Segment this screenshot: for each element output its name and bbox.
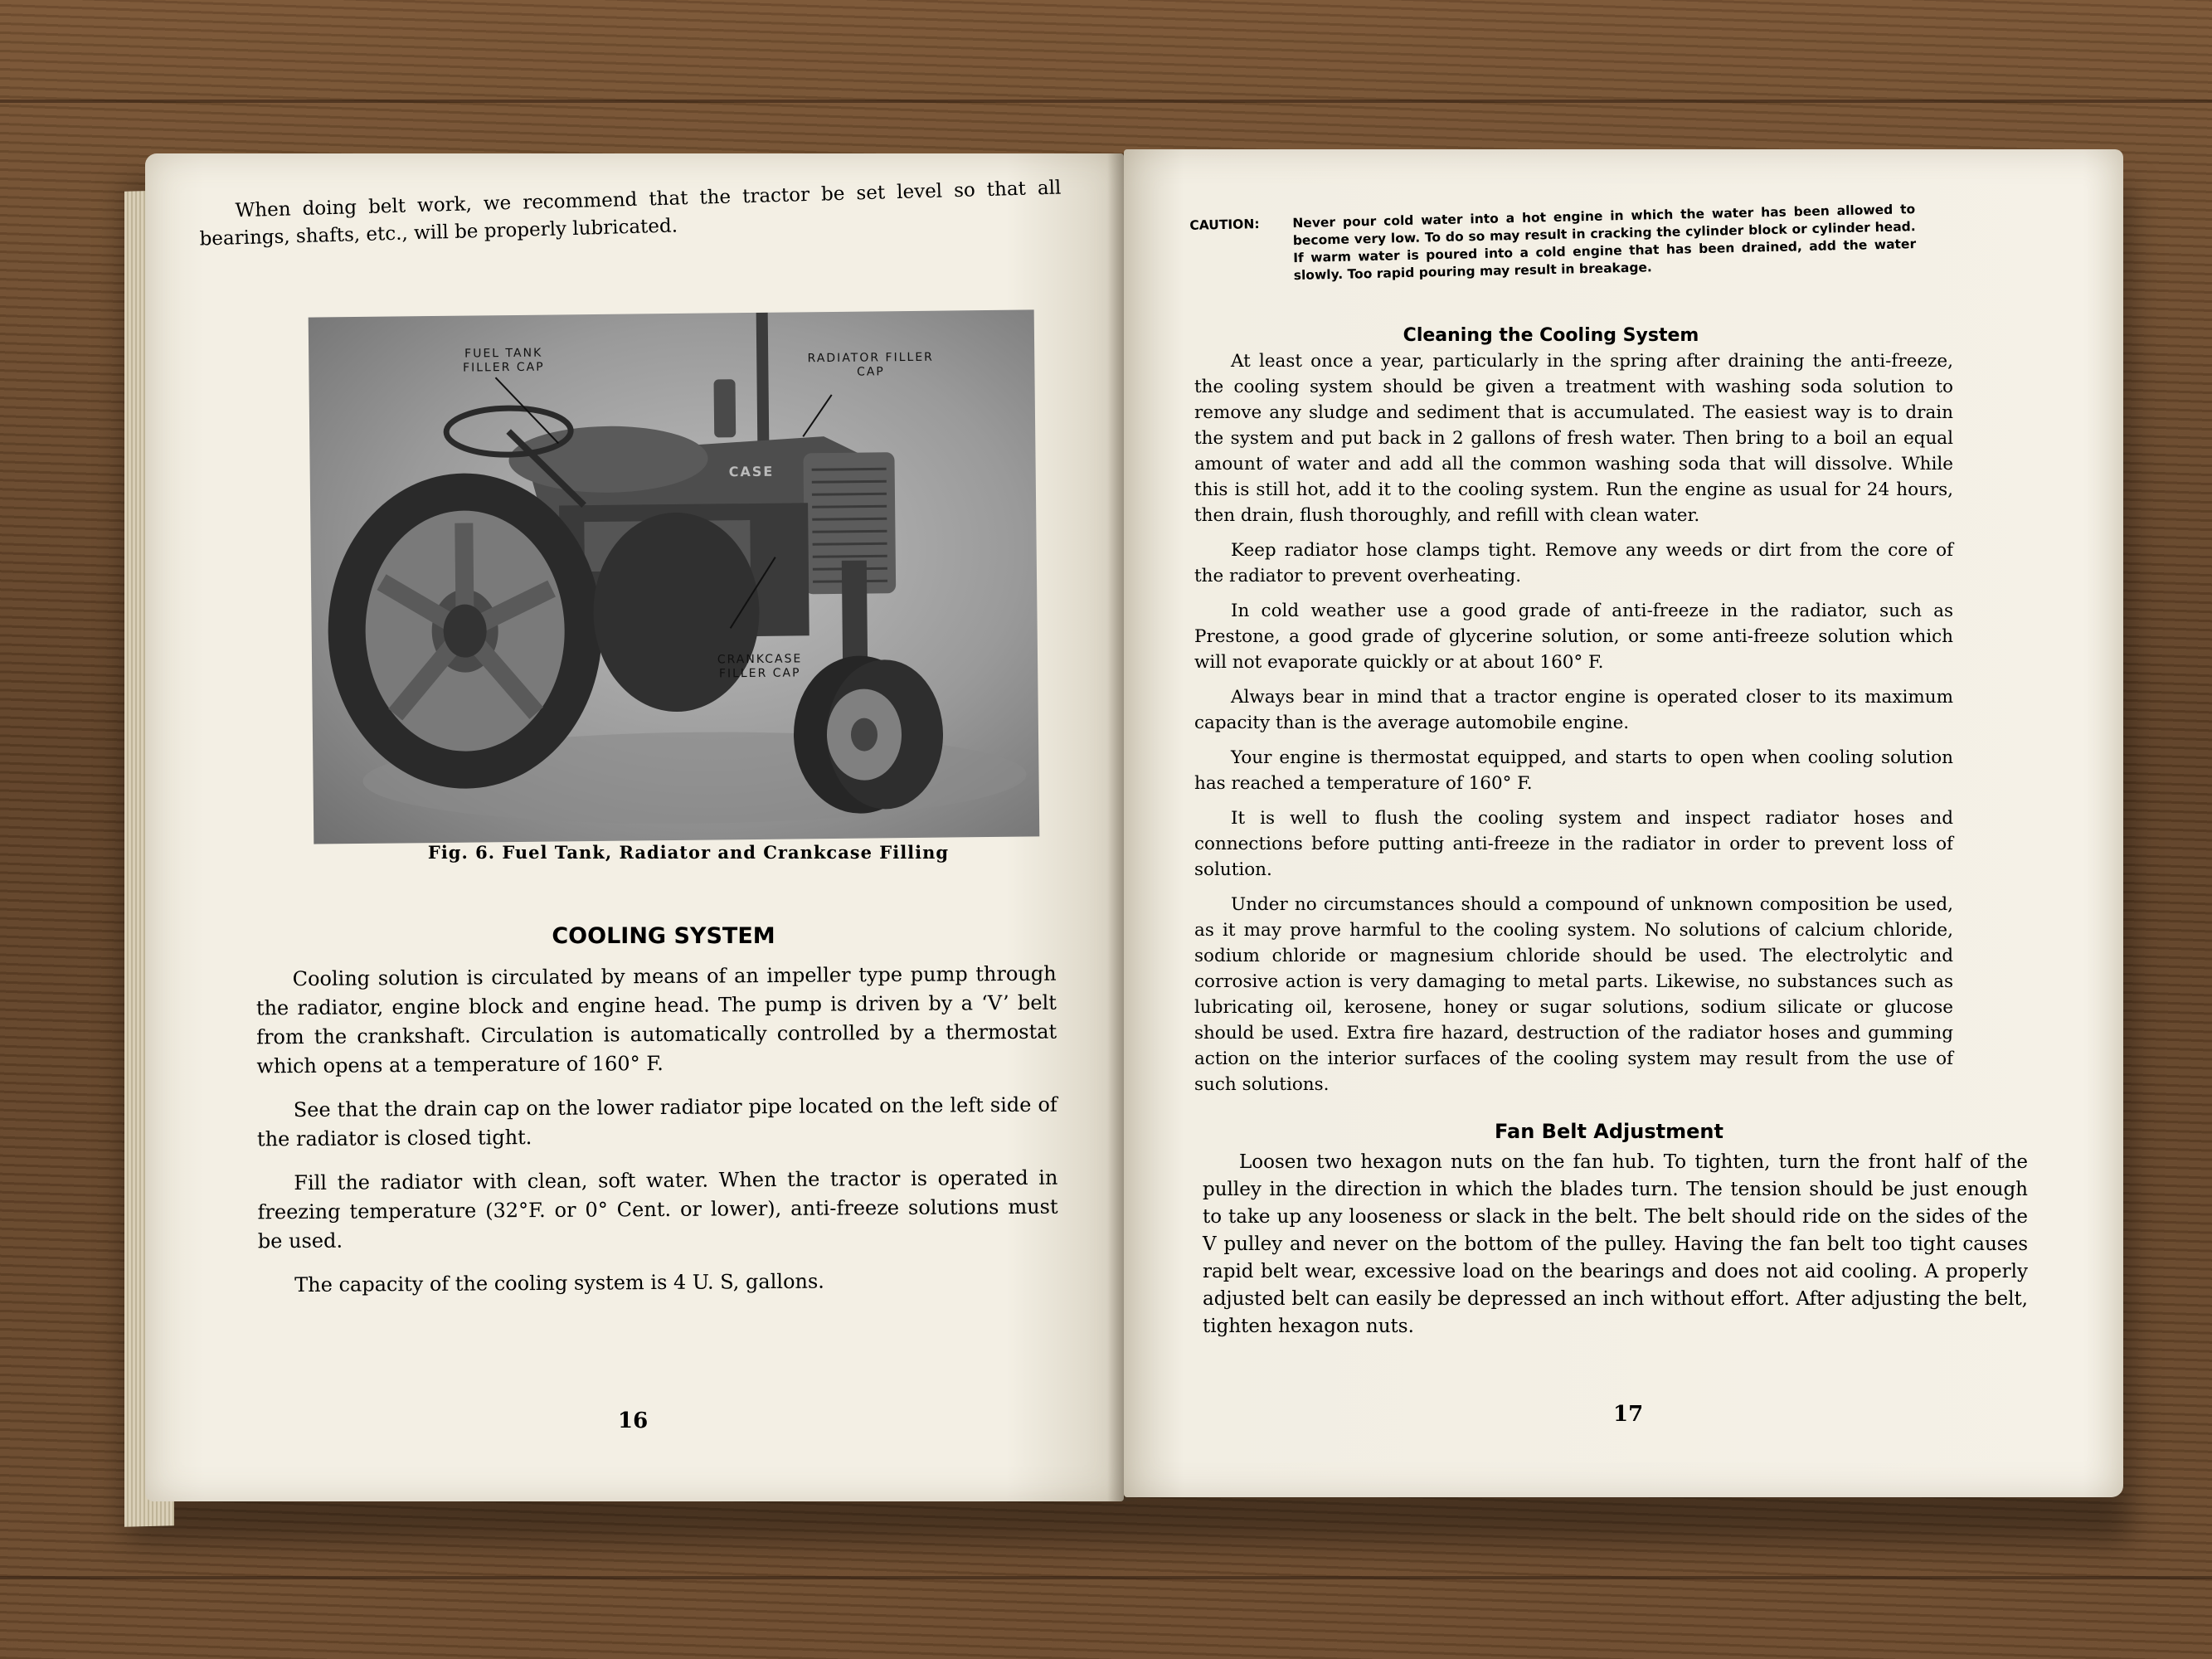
cleaning-body: [1194, 348, 1953, 1107]
cooling-paragraph: The capacity of the cooling system is 4 U. S, gallons.: [294, 1269, 824, 1297]
fan-belt-paragraph: Loosen two hexagon nuts on the fan hub. To tighten, turn the front half of the pulley in the direction in which the blades turn. The tension should be just enough to take up any looseness or slack in the belt. The belt should ride on the sides of the V pulley and never on the bottom of the pulley. Having the fan belt too tight causes rapid belt wear, excessive load on the bearings and does not aid cooling. A properly adjusted belt can easily be depressed an inch without effort. After adjusting the belt, tighten hexagon nuts.: [1203, 1151, 2028, 1337]
callout-fuel-tank: FUEL TANK FILLER CAP: [462, 346, 545, 375]
tractor-illustration: [309, 309, 1040, 844]
figure-caption: Fig. 6. Fuel Tank, Radiator and Crankcase Filling: [427, 842, 950, 863]
cleaning-heading: Cleaning the Cooling System: [1403, 325, 1699, 346]
cooling-system-heading: COOLING SYSTEM: [552, 923, 775, 949]
cleaning-paragraph: Under no circumstances should a compound of unknown composition be used, as it may prove harmful to the cooling system. No solutions of calcium chloride, sodium chloride or magnesium chloride should be used. The electrolytic and corrosive action is very damaging to metal parts. Likewise, no substances such as lubricating oil, kerosene, honey or sugar solutions, sodium silicate or glucose should be used. Extra fire hazard, destruction of the radiator hoses and gumming action on the interior surfaces of the cooling system may result from the use of such solutions.: [1194, 894, 1953, 1095]
cleaning-paragraph: At least once a year, particularly in the spring after draining the anti-freeze, the cooling system should be given a treatment with washing soda solution to remove any sludge and sediment that is accumulated. The easiest way is to drain the system and put back in 2 gallons of fresh water. Then bring to a boil an equal amount of water and add all the common washing soda that will dissolve. While this is still hot, add it to the cooling system. Run the engine as usual for 24 hours, then drain, flush thoroughly, and refill with clean water.: [1194, 351, 1953, 526]
cooling-paragraph: See that the drain cap on the lower radiator pipe located on the left side of the radiator is closed tight.: [256, 1092, 1057, 1151]
callout-radiator: RADIATOR FILLER CAP: [807, 350, 934, 379]
page-number-right: 17: [1613, 1402, 1644, 1427]
intro-paragraph: When doing belt work, we recommend that the tractor be set level so that all bearings, shafts, etc., will be properly lubricated.: [199, 177, 1062, 251]
caution-label: CAUTION:: [1189, 216, 1260, 233]
cooling-paragraph: Cooling solution is circulated by means of an impeller type pump through the radiator, engine block and engine head. The pump is driven by a ‘V’ belt from the crankshaft. Circulation is automatically controlled by a thermostat which opens at a temperature of 160° F.: [255, 961, 1057, 1078]
fan-belt-heading: Fan Belt Adjustment: [1495, 1120, 1723, 1143]
cleaning-paragraph: Always bear in mind that a tractor engine is operated closer to its maximum capacity than is the average automobile engine.: [1194, 687, 1953, 733]
page-number-left: 16: [618, 1408, 649, 1433]
cleaning-paragraph: Keep radiator hose clamps tight. Remove any weeds or dirt from the core of the radiator to prevent overheating.: [1194, 540, 1953, 586]
wood-grain-line: [0, 1576, 2212, 1579]
cleaning-paragraph: In cold weather use a good grade of anti-freeze in the radiator, such as Prestone, a good grade of glycerine solution, or some anti-freeze solution which will not evaporate quickly or at about 160° F.: [1194, 601, 1953, 673]
cooling-system-body: [256, 960, 1059, 1316]
tractor-photo: [309, 309, 1040, 844]
cooling-paragraph: Fill the radiator with clean, soft water. When the tractor is operated in freezing temperature (32°F. or 0° Cent. or lower), anti-freeze solutions must be used.: [257, 1165, 1058, 1253]
case-logo: CASE: [728, 463, 775, 480]
cleaning-paragraph: Your engine is thermostat equipped, and starts to open when cooling solution has reached a temperature of 160° F.: [1194, 747, 1953, 794]
caution-text: Never pour cold water into a hot engine in which the water has been allowed to become very low. To do so may result in cracking the cylinder block or cylinder head. If warm water is poured into a cold engine that has been drained, add the water slowly. Too rapid pouring may result in breakage.: [1292, 202, 1917, 284]
cleaning-paragraph: It is well to flush the cooling system and inspect radiator hoses and connections before putting anti-freeze in the radiator in order to prevent loss of solution.: [1194, 808, 1953, 880]
wood-grain-line: [0, 100, 2212, 103]
fan-belt-body: [1203, 1149, 2028, 1355]
callout-crankcase: CRANKCASE FILLER CAP: [717, 652, 803, 681]
